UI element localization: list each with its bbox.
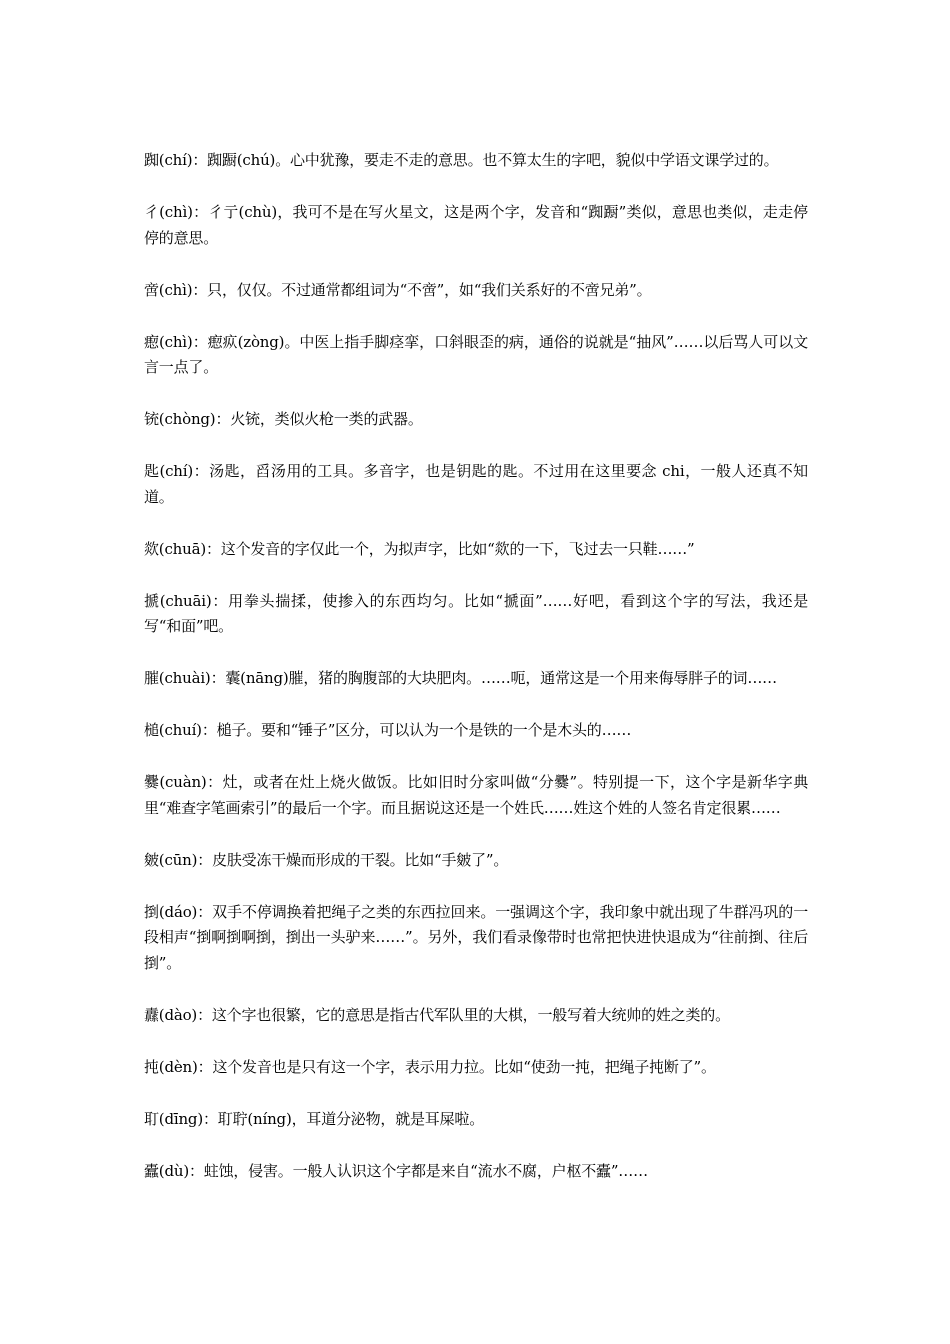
- entry-chua: 欻(chuā)：这个发音的字仅此一个，为拟声字，比如“欻的一下，飞过去一只鞋……”: [144, 539, 695, 558]
- entry-chong: 铳(chòng)：火铳，类似火枪一类的武器。: [144, 410, 423, 428]
- entry-dao-pull: 捯(dáo)：双手不停调换着把绳子之类的东西拉回来。一强调这个字，我印象中就出现了牛群冯巩的一段相声“捯啊捯啊捯，捯出一头驴来……”。另外，我们看录像带时也常把快进快退成为“往前捯、往后捯”。: [144, 902, 808, 972]
- entry-den: 扽(dèn)：这个发音也是只有这一个字，表示用力拉。比如“使劲一扽，把绳子扽断了”。: [144, 1057, 716, 1076]
- entry-chi-tangchi: 匙(chí)：汤匙，舀汤用的工具。多音字，也是钥匙的匙。不过用在这里要念 chi，一般人还真不知道。: [144, 462, 808, 506]
- entry-chi-chichu: 踟(chí)：踟蹰(chú)。心中犹豫，要走不走的意思。也不算太生的字吧，貌似中学语文课学过的。: [144, 151, 779, 169]
- entry-du: 蠹(dù)：蛀蚀，侵害。一般人认识这个字都是来自“流水不腐，户枢不蠹”……: [144, 1161, 648, 1180]
- entry-cun: 皴(cūn)：皮肤受冻干燥而形成的干裂。比如“手皴了”。: [144, 850, 509, 869]
- entry-chi-chizong: 瘛(chì)：瘛疭(zòng)。中医上指手脚痉挛，口斜眼歪的病，通俗的说就是“抽风”……以后骂人可以文言一点了。: [144, 332, 808, 376]
- entry-chuai-rub: 搋(chuāi)：用拳头揣揉，使掺入的东西均匀。比如“搋面”……好吧，看到这个字的写法，我还是写“和面”吧。: [144, 591, 808, 635]
- entry-chi-buchi: 啻(chì)：只，仅仅。不过通常都组词为“不啻”，如“我们关系好的不啻兄弟”。: [144, 280, 652, 299]
- entry-chi-chichu2: 彳(chì)：彳亍(chù)，我可不是在写火星文，这是两个字，发音和“踟蹰”类似，意思也类似，走走停停的意思。: [144, 203, 808, 247]
- entry-cuan: 爨(cuàn)：灶，或者在灶上烧火做饭。比如旧时分家叫做“分爨”。特别提一下，这个字是新华字典里“难查字笔画索引”的最后一个字。而且据说这还是一个姓氏……姓这个姓的人签名肯定很累……: [144, 773, 808, 817]
- entry-ding: 耵(dīng)：耵聍(níng)，耳道分泌物，就是耳屎啦。: [144, 1109, 484, 1128]
- entry-dao-banner: 纛(dào)：这个字也很繁，它的意思是指古代军队里的大棋，一般写着大统帅的姓之类的。: [144, 1005, 730, 1024]
- entry-chuai-fat: 膗(chuài)：囊(nāng)膗，猪的胸腹部的大块肥肉。……呃，通常这是一个用来侮辱胖子的词……: [144, 669, 777, 687]
- entry-chui: 槌(chuí)：槌子。要和“锤子”区分，可以认为一个是铁的一个是木头的……: [144, 721, 632, 739]
- document-body: [144, 148, 808, 1211]
